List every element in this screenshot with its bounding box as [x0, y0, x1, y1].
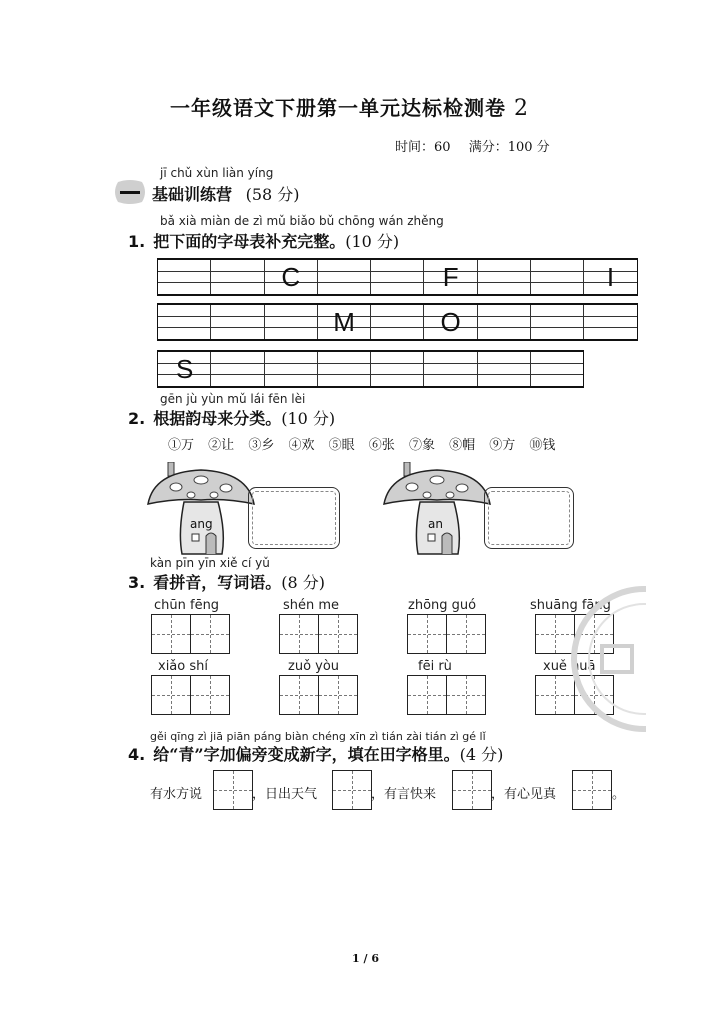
watermark-seal-icon: [566, 584, 646, 734]
q1-number: 1.: [128, 232, 146, 251]
title-number: 2: [513, 96, 529, 121]
tian-grid[interactable]: [279, 675, 358, 715]
tian-grid[interactable]: [407, 675, 486, 715]
time-limit: 时间：60: [395, 140, 451, 155]
q4-prompt: [128, 742, 503, 765]
section1-title: [152, 182, 300, 205]
title-text: 一年级语文下册第一单元达标检测卷: [170, 96, 506, 120]
page-number: 1 / 6: [352, 952, 379, 965]
q2-prompt: [128, 406, 335, 429]
char-item: ③乡: [248, 438, 275, 453]
q4-text: 给“青”字加偏旁变成新字，填在田字格里。: [153, 745, 460, 764]
word-pinyin: xuě huā: [543, 659, 596, 674]
mushroom-house-icon: [382, 462, 492, 562]
letter-cell[interactable]: [478, 260, 531, 294]
alphabet-row-2: [157, 303, 638, 341]
char-item: ⑤眼: [328, 438, 355, 453]
letter-cell[interactable]: [531, 260, 584, 294]
fill-phrase: 有水方说: [150, 787, 203, 802]
letter-cell[interactable]: [211, 305, 264, 339]
section1-pinyin: jī chǔ xùn liàn yíng: [160, 166, 274, 180]
full-score: 满分：100 分: [468, 140, 550, 155]
letter-cell[interactable]: [531, 305, 584, 339]
q4-score: (4 分): [459, 745, 504, 764]
letter-cell: I: [584, 260, 636, 294]
letter-cell[interactable]: [371, 305, 424, 339]
letter-cell[interactable]: [424, 352, 477, 386]
character-list: [168, 434, 565, 453]
letter-cell[interactable]: [318, 352, 371, 386]
word-pinyin: fēi rù: [418, 659, 452, 674]
letter-cell[interactable]: [318, 260, 371, 294]
letter-cell[interactable]: [265, 352, 318, 386]
fill-phrase: ，有心见真: [491, 787, 557, 802]
char-item: ⑨方: [489, 438, 516, 453]
letter-cell: M: [318, 305, 371, 339]
page-title: [170, 92, 529, 121]
mushroom-label-an: an: [428, 517, 443, 531]
word-pinyin: zhōng guó: [408, 598, 477, 613]
q2-pinyin: gēn jù yùn mǔ lái fēn lèi: [160, 392, 306, 406]
letter-cell: O: [424, 305, 477, 339]
word-pinyin: shén me: [283, 598, 340, 613]
q2-text: 根据韵母来分类。: [153, 409, 282, 428]
tian-grid[interactable]: [151, 675, 230, 715]
exam-meta: [395, 136, 564, 155]
section1-title-text: 基础训练营: [152, 185, 233, 204]
alphabet-row-1: [157, 258, 638, 296]
letter-cell[interactable]: [158, 305, 211, 339]
letter-cell: S: [158, 352, 211, 386]
q3-pinyin: kàn pīn yīn xiě cí yǔ: [150, 556, 270, 570]
q3-score: (8 分): [281, 573, 325, 592]
letter-cell: C: [265, 260, 318, 294]
char-item: ②让: [208, 438, 235, 453]
q1-pinyin: bǎ xià miàn de zì mǔ biǎo bǔ chōng wán zhěng: [160, 214, 444, 228]
letter-cell[interactable]: [211, 352, 264, 386]
letter-cell: F: [424, 260, 477, 294]
section1-score: (58 分): [245, 185, 300, 204]
q2-score: (10 分): [281, 409, 336, 428]
tian-grid[interactable]: [279, 614, 358, 654]
q4-pinyin: gěi qīng zì jiā piān páng biàn chéng xīn zì tián zài tián zì gé lǐ: [150, 730, 486, 743]
letter-cell[interactable]: [371, 352, 424, 386]
fill-phrase: ，日出天气: [252, 787, 318, 802]
mushroom-house-icon: [146, 462, 256, 562]
tian-cell[interactable]: [213, 770, 253, 810]
answer-box-an[interactable]: [484, 487, 574, 549]
fill-phrase-end: 。: [612, 787, 626, 802]
tian-cell[interactable]: [452, 770, 492, 810]
char-item: ⑥张: [368, 438, 395, 453]
char-item: ①万: [168, 438, 195, 453]
tian-cell[interactable]: [332, 770, 372, 810]
letter-cell[interactable]: [371, 260, 424, 294]
tian-grid[interactable]: [151, 614, 230, 654]
alphabet-row-3: [157, 350, 584, 388]
answer-box-ang[interactable]: [248, 487, 340, 549]
letter-cell[interactable]: [478, 305, 531, 339]
letter-cell[interactable]: [158, 260, 211, 294]
char-item: ④欢: [288, 438, 315, 453]
q3-prompt: [128, 570, 325, 593]
section-badge-icon: [112, 180, 148, 204]
q1-score: (10 分): [345, 232, 400, 251]
letter-cell[interactable]: [211, 260, 264, 294]
char-item: ⑦象: [408, 438, 435, 453]
mushroom-label-ang: ang: [190, 517, 213, 531]
q1-text: 把下面的字母表补充完整。: [153, 232, 346, 251]
letter-cell[interactable]: [478, 352, 531, 386]
word-pinyin: shuāng fāng: [530, 598, 611, 613]
word-pinyin: xiǎo shí: [158, 659, 208, 674]
letter-cell[interactable]: [584, 305, 636, 339]
q4-number: 4.: [128, 745, 146, 764]
word-pinyin: chūn fēng: [154, 598, 220, 613]
q2-number: 2.: [128, 409, 146, 428]
word-pinyin: zuǒ yòu: [288, 659, 340, 674]
tian-cell[interactable]: [572, 770, 612, 810]
q3-number: 3.: [128, 573, 146, 592]
tian-grid[interactable]: [407, 614, 486, 654]
letter-cell[interactable]: [265, 305, 318, 339]
q3-text: 看拼音，写词语。: [153, 573, 282, 592]
q1-prompt: [128, 229, 399, 252]
letter-cell[interactable]: [531, 352, 583, 386]
fill-phrase: ，有言快来: [371, 787, 437, 802]
char-item: ⑩钱: [529, 438, 556, 453]
char-item: ⑧帽: [449, 438, 476, 453]
